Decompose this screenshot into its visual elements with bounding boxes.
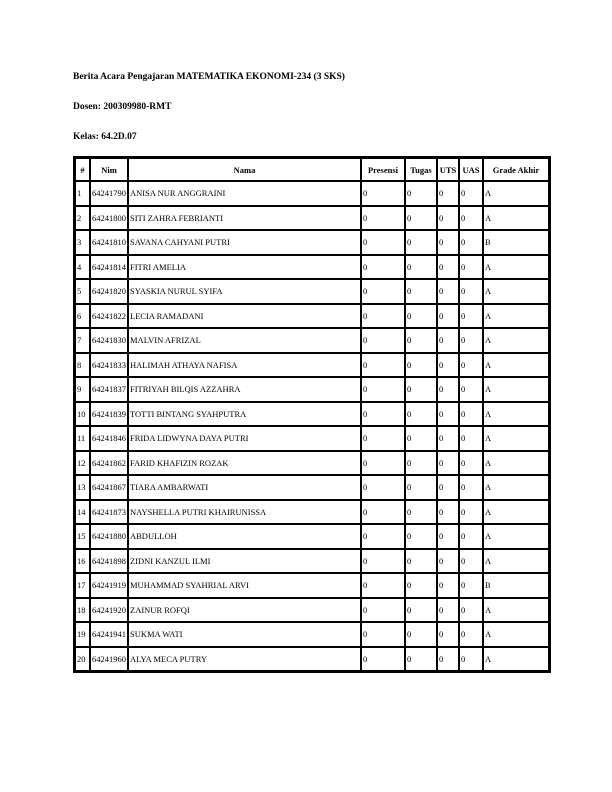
grade-cell: A bbox=[483, 328, 549, 353]
presensi-cell: 0 bbox=[361, 255, 405, 280]
table-body bbox=[75, 181, 549, 671]
table-row bbox=[75, 451, 549, 476]
tugas-cell: 0 bbox=[405, 353, 437, 378]
nama-cell: ALYA MECA PUTRY bbox=[128, 647, 361, 672]
tugas-cell: 0 bbox=[405, 402, 437, 427]
tugas-cell: 0 bbox=[405, 255, 437, 280]
nama-cell: MALVIN AFRIZAL bbox=[128, 328, 361, 353]
presensi-cell: 0 bbox=[361, 549, 405, 574]
uts-cell: 0 bbox=[437, 451, 459, 476]
nama-cell: SYASKIA NURUL SYIFA bbox=[128, 279, 361, 304]
uas-cell: 0 bbox=[459, 573, 483, 598]
nim-cell: 64241810 bbox=[90, 230, 128, 255]
uas-cell: 0 bbox=[459, 230, 483, 255]
nama-cell: MUHAMMAD SYAHRIAL ARVI bbox=[128, 573, 361, 598]
presensi-cell: 0 bbox=[361, 353, 405, 378]
nim-cell: 64241873 bbox=[90, 500, 128, 525]
row-number: 5 bbox=[75, 279, 90, 304]
column-header-grade-akhir: Grade Akhir bbox=[483, 158, 549, 181]
grade-cell: A bbox=[483, 255, 549, 280]
table-row bbox=[75, 377, 549, 402]
grade-cell: A bbox=[483, 451, 549, 476]
table-row bbox=[75, 353, 549, 378]
presensi-cell: 0 bbox=[361, 647, 405, 672]
uts-cell: 0 bbox=[437, 279, 459, 304]
column-header-number: # bbox=[75, 158, 90, 181]
nama-cell: FRIDA LIDWYNA DAYA PUTRI bbox=[128, 426, 361, 451]
presensi-cell: 0 bbox=[361, 475, 405, 500]
nama-cell: NAYSHELLA PUTRI KHAIRUNISSA bbox=[128, 500, 361, 525]
presensi-cell: 0 bbox=[361, 451, 405, 476]
uas-cell: 0 bbox=[459, 524, 483, 549]
row-number: 18 bbox=[75, 598, 90, 623]
table-row bbox=[75, 304, 549, 329]
table-row bbox=[75, 500, 549, 525]
table-row bbox=[75, 573, 549, 598]
presensi-cell: 0 bbox=[361, 524, 405, 549]
tugas-cell: 0 bbox=[405, 279, 437, 304]
nim-cell: 64241919 bbox=[90, 573, 128, 598]
nim-cell: 64241814 bbox=[90, 255, 128, 280]
tugas-cell: 0 bbox=[405, 622, 437, 647]
nim-cell: 64241837 bbox=[90, 377, 128, 402]
nama-cell: TOTTI BINTANG SYAHPUTRA bbox=[128, 402, 361, 427]
table-row bbox=[75, 255, 549, 280]
uas-cell: 0 bbox=[459, 328, 483, 353]
presensi-cell: 0 bbox=[361, 402, 405, 427]
row-number: 15 bbox=[75, 524, 90, 549]
uas-cell: 0 bbox=[459, 475, 483, 500]
table-row bbox=[75, 181, 549, 206]
presensi-cell: 0 bbox=[361, 206, 405, 231]
row-number: 9 bbox=[75, 377, 90, 402]
nim-cell: 64241830 bbox=[90, 328, 128, 353]
nim-cell: 64241820 bbox=[90, 279, 128, 304]
class-line: Kelas: 64.2D.07 bbox=[73, 132, 137, 142]
row-number: 8 bbox=[75, 353, 90, 378]
nim-cell: 64241790 bbox=[90, 181, 128, 206]
uts-cell: 0 bbox=[437, 402, 459, 427]
uas-cell: 0 bbox=[459, 451, 483, 476]
nim-cell: 64241822 bbox=[90, 304, 128, 329]
table-row bbox=[75, 549, 549, 574]
table-row bbox=[75, 598, 549, 623]
table-row bbox=[75, 402, 549, 427]
grade-cell: A bbox=[483, 279, 549, 304]
row-number: 13 bbox=[75, 475, 90, 500]
presensi-cell: 0 bbox=[361, 426, 405, 451]
grade-cell: A bbox=[483, 524, 549, 549]
nama-cell: FITRI AMELIA bbox=[128, 255, 361, 280]
uts-cell: 0 bbox=[437, 598, 459, 623]
uts-cell: 0 bbox=[437, 304, 459, 329]
column-header-uts: UTS bbox=[437, 158, 459, 181]
nim-cell: 64241839 bbox=[90, 402, 128, 427]
nama-cell: FARID KHAFIZIN ROZAK bbox=[128, 451, 361, 476]
row-number: 11 bbox=[75, 426, 90, 451]
uas-cell: 0 bbox=[459, 402, 483, 427]
uas-cell: 0 bbox=[459, 598, 483, 623]
nama-cell: LECIA RAMADANI bbox=[128, 304, 361, 329]
grade-cell: A bbox=[483, 647, 549, 672]
uas-cell: 0 bbox=[459, 255, 483, 280]
uts-cell: 0 bbox=[437, 206, 459, 231]
nama-cell: ANISA NUR ANGGRAINI bbox=[128, 181, 361, 206]
nim-cell: 64241833 bbox=[90, 353, 128, 378]
uts-cell: 0 bbox=[437, 377, 459, 402]
row-number: 4 bbox=[75, 255, 90, 280]
row-number: 20 bbox=[75, 647, 90, 672]
uts-cell: 0 bbox=[437, 230, 459, 255]
tugas-cell: 0 bbox=[405, 647, 437, 672]
uts-cell: 0 bbox=[437, 328, 459, 353]
tugas-cell: 0 bbox=[405, 377, 437, 402]
presensi-cell: 0 bbox=[361, 230, 405, 255]
presensi-cell: 0 bbox=[361, 573, 405, 598]
grade-cell: A bbox=[483, 500, 549, 525]
uts-cell: 0 bbox=[437, 647, 459, 672]
grade-cell: A bbox=[483, 402, 549, 427]
uts-cell: 0 bbox=[437, 255, 459, 280]
uas-cell: 0 bbox=[459, 181, 483, 206]
nama-cell: ABDULLOH bbox=[128, 524, 361, 549]
table-row bbox=[75, 524, 549, 549]
presensi-cell: 0 bbox=[361, 377, 405, 402]
column-header-nim: Nim bbox=[90, 158, 128, 181]
uas-cell: 0 bbox=[459, 500, 483, 525]
nim-cell: 64241800 bbox=[90, 206, 128, 231]
presensi-cell: 0 bbox=[361, 500, 405, 525]
uts-cell: 0 bbox=[437, 622, 459, 647]
row-number: 10 bbox=[75, 402, 90, 427]
row-number: 19 bbox=[75, 622, 90, 647]
presensi-cell: 0 bbox=[361, 181, 405, 206]
nama-cell: FITRIYAH BILQIS AZZAHRA bbox=[128, 377, 361, 402]
uts-cell: 0 bbox=[437, 353, 459, 378]
uts-cell: 0 bbox=[437, 181, 459, 206]
nim-cell: 64241867 bbox=[90, 475, 128, 500]
grade-cell: A bbox=[483, 304, 549, 329]
table-row bbox=[75, 279, 549, 304]
tugas-cell: 0 bbox=[405, 206, 437, 231]
presensi-cell: 0 bbox=[361, 304, 405, 329]
tugas-cell: 0 bbox=[405, 451, 437, 476]
tugas-cell: 0 bbox=[405, 549, 437, 574]
presensi-cell: 0 bbox=[361, 622, 405, 647]
row-number: 14 bbox=[75, 500, 90, 525]
nama-cell: TIARA AMBARWATI bbox=[128, 475, 361, 500]
tugas-cell: 0 bbox=[405, 500, 437, 525]
row-number: 3 bbox=[75, 230, 90, 255]
row-number: 1 bbox=[75, 181, 90, 206]
table-row bbox=[75, 647, 549, 672]
tugas-cell: 0 bbox=[405, 328, 437, 353]
column-header-tugas: Tugas bbox=[405, 158, 437, 181]
column-header-nama: Nama bbox=[128, 158, 361, 181]
tugas-cell: 0 bbox=[405, 598, 437, 623]
uts-cell: 0 bbox=[437, 549, 459, 574]
nim-cell: 64241846 bbox=[90, 426, 128, 451]
uas-cell: 0 bbox=[459, 353, 483, 378]
tugas-cell: 0 bbox=[405, 573, 437, 598]
nim-cell: 64241920 bbox=[90, 598, 128, 623]
nama-cell: SUKMA WATI bbox=[128, 622, 361, 647]
tugas-cell: 0 bbox=[405, 230, 437, 255]
nama-cell: SITI ZAHRA FEBRIANTI bbox=[128, 206, 361, 231]
grade-cell: A bbox=[483, 475, 549, 500]
presensi-cell: 0 bbox=[361, 598, 405, 623]
row-number: 16 bbox=[75, 549, 90, 574]
grades-table bbox=[73, 156, 551, 673]
tugas-cell: 0 bbox=[405, 181, 437, 206]
uas-cell: 0 bbox=[459, 279, 483, 304]
uas-cell: 0 bbox=[459, 622, 483, 647]
column-header-uas: UAS bbox=[459, 158, 483, 181]
grade-cell: B bbox=[483, 230, 549, 255]
uts-cell: 0 bbox=[437, 500, 459, 525]
nim-cell: 64241862 bbox=[90, 451, 128, 476]
row-number: 12 bbox=[75, 451, 90, 476]
grade-cell: A bbox=[483, 206, 549, 231]
uts-cell: 0 bbox=[437, 426, 459, 451]
table-row bbox=[75, 206, 549, 231]
nim-cell: 64241898 bbox=[90, 549, 128, 574]
table-row bbox=[75, 230, 549, 255]
grade-cell: A bbox=[483, 353, 549, 378]
row-number: 2 bbox=[75, 206, 90, 231]
grade-cell: B bbox=[483, 573, 549, 598]
grade-cell: A bbox=[483, 181, 549, 206]
row-number: 7 bbox=[75, 328, 90, 353]
uts-cell: 0 bbox=[437, 475, 459, 500]
uas-cell: 0 bbox=[459, 647, 483, 672]
tugas-cell: 0 bbox=[405, 475, 437, 500]
table-row bbox=[75, 622, 549, 647]
uts-cell: 0 bbox=[437, 573, 459, 598]
grade-cell: A bbox=[483, 549, 549, 574]
lecturer-line: Dosen: 200309980-RMT bbox=[73, 102, 172, 112]
nama-cell: ZAINUR ROFQI bbox=[128, 598, 361, 623]
grade-cell: A bbox=[483, 377, 549, 402]
tugas-cell: 0 bbox=[405, 426, 437, 451]
table-row bbox=[75, 475, 549, 500]
column-header-presensi: Presensi bbox=[361, 158, 405, 181]
presensi-cell: 0 bbox=[361, 279, 405, 304]
nim-cell: 64241941 bbox=[90, 622, 128, 647]
nama-cell: HALIMAH ATHAYA NAFISA bbox=[128, 353, 361, 378]
row-number: 17 bbox=[75, 573, 90, 598]
grade-cell: A bbox=[483, 622, 549, 647]
nim-cell: 64241960 bbox=[90, 647, 128, 672]
tugas-cell: 0 bbox=[405, 304, 437, 329]
nama-cell: ZIDNI KANZUL ILMI bbox=[128, 549, 361, 574]
table-row bbox=[75, 426, 549, 451]
tugas-cell: 0 bbox=[405, 524, 437, 549]
nama-cell: SAVANA CAHYANI PUTRI bbox=[128, 230, 361, 255]
document-title: Berita Acara Pengajaran MATEMATIKA EKONOMI-234 (3 SKS) bbox=[73, 72, 345, 82]
uas-cell: 0 bbox=[459, 549, 483, 574]
grade-cell: A bbox=[483, 598, 549, 623]
uas-cell: 0 bbox=[459, 377, 483, 402]
presensi-cell: 0 bbox=[361, 328, 405, 353]
table-row bbox=[75, 328, 549, 353]
uts-cell: 0 bbox=[437, 524, 459, 549]
uas-cell: 0 bbox=[459, 206, 483, 231]
uas-cell: 0 bbox=[459, 304, 483, 329]
table-header-row bbox=[75, 158, 549, 181]
nim-cell: 64241880 bbox=[90, 524, 128, 549]
grade-cell: A bbox=[483, 426, 549, 451]
uas-cell: 0 bbox=[459, 426, 483, 451]
row-number: 6 bbox=[75, 304, 90, 329]
